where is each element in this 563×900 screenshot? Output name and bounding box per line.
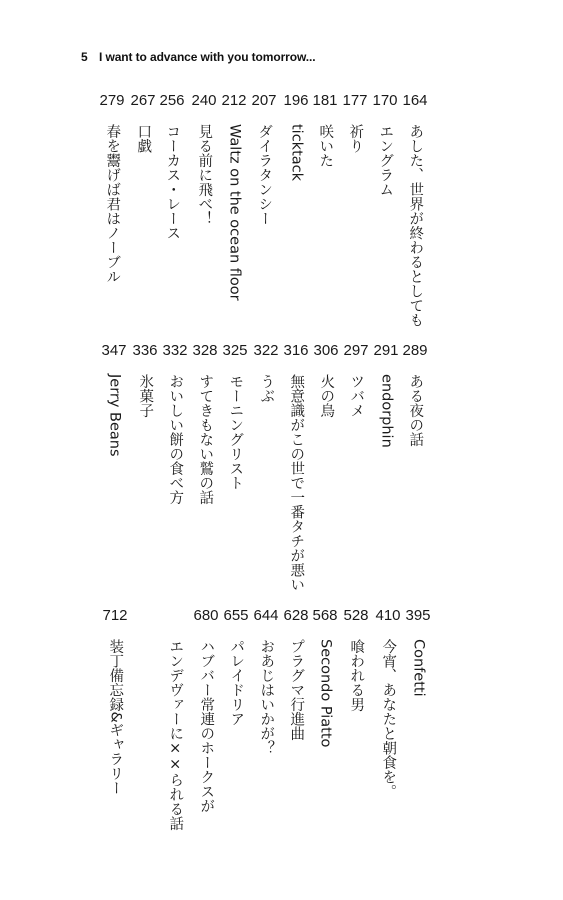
toc-page-number: 170 bbox=[372, 92, 398, 109]
toc-page-number: 568 bbox=[312, 607, 338, 624]
toc-title: 氷菓子 bbox=[137, 374, 154, 418]
toc-page-number: 291 bbox=[373, 342, 399, 359]
toc-page-number: 297 bbox=[343, 342, 369, 359]
toc-row-3 bbox=[0, 607, 563, 837]
toc-title: 装丁備忘録&ギャラリー bbox=[107, 639, 124, 796]
toc-title: あした、世界が終わるとしても bbox=[407, 124, 424, 327]
toc-page-number: 181 bbox=[312, 92, 338, 109]
toc-page-number: 322 bbox=[253, 342, 279, 359]
toc-page-number: 410 bbox=[375, 607, 401, 624]
running-title: I want to advance with you tomorrow... bbox=[99, 50, 316, 64]
toc-page-number: 712 bbox=[102, 607, 128, 624]
toc-page-number: 240 bbox=[191, 92, 217, 109]
page-number: 5 bbox=[81, 50, 88, 64]
toc-page-number: 347 bbox=[101, 342, 127, 359]
toc-title: Jerry Beans bbox=[106, 374, 123, 457]
toc-row-1 bbox=[0, 92, 563, 327]
toc-title: 火の鳥 bbox=[318, 374, 335, 418]
running-header bbox=[81, 50, 315, 64]
toc-title: ある夜の話 bbox=[407, 374, 424, 447]
toc-title: 春を鬻げば君はノーブル bbox=[104, 124, 121, 284]
toc-page-number: 207 bbox=[251, 92, 277, 109]
toc-title: Confetti bbox=[410, 639, 427, 697]
toc-page-number: 395 bbox=[405, 607, 431, 624]
toc-title: すてきもない鷲の話 bbox=[197, 374, 214, 505]
toc-page-number: 306 bbox=[313, 342, 339, 359]
toc-page-number: 289 bbox=[402, 342, 428, 359]
toc-page-number: 196 bbox=[283, 92, 309, 109]
toc-title: うぶ bbox=[258, 374, 275, 403]
toc-title: モーニングリスト bbox=[227, 374, 244, 490]
toc-page-number: 680 bbox=[193, 607, 219, 624]
toc-page-number: 644 bbox=[253, 607, 279, 624]
toc-row-2 bbox=[0, 342, 563, 592]
toc-title: Waltz on the ocean floor bbox=[226, 124, 243, 301]
toc-page-number: 267 bbox=[130, 92, 156, 109]
toc-page-number: 336 bbox=[132, 342, 158, 359]
toc-page-number: 332 bbox=[162, 342, 188, 359]
toc-title: 喰われる男 bbox=[348, 639, 365, 712]
toc-title: プラグマ行進曲 bbox=[288, 639, 305, 741]
toc-page-number: 655 bbox=[223, 607, 249, 624]
toc-page-number: 325 bbox=[222, 342, 248, 359]
toc-title: パレイドリア bbox=[228, 639, 245, 726]
toc-title: ticktack bbox=[288, 124, 305, 182]
toc-title: endorphin bbox=[378, 374, 395, 448]
toc-page-number: 212 bbox=[221, 92, 247, 109]
toc-title: 咲いた bbox=[317, 124, 334, 168]
toc-title: おいしい餅の食べ方 bbox=[167, 374, 184, 505]
toc-page-number: 279 bbox=[99, 92, 125, 109]
toc-page-number: 164 bbox=[402, 92, 428, 109]
toc-title: 今宵、あなたと朝食を。 bbox=[380, 639, 397, 799]
toc-page-number: 177 bbox=[342, 92, 368, 109]
toc-title: 祈り bbox=[347, 124, 364, 153]
toc-title: ダイラタンシー bbox=[256, 124, 273, 226]
toc-title: コーカス・レース bbox=[164, 124, 181, 240]
toc-title: ツバメ bbox=[348, 374, 365, 418]
toc-title: おあじはいかが？ bbox=[258, 639, 275, 755]
toc-title: 口戯 bbox=[135, 124, 152, 153]
toc-title: 無意識がこの世で一番タチが悪い bbox=[288, 374, 305, 592]
toc-title: エングラム bbox=[377, 124, 394, 197]
toc-page-number: 328 bbox=[192, 342, 218, 359]
toc-page-number: 256 bbox=[159, 92, 185, 109]
toc-title: Secondo Piatto bbox=[317, 639, 334, 748]
toc-title: ハブバー常連のホークスが bbox=[198, 639, 215, 813]
toc-title: 見る前に飛べ！ bbox=[196, 124, 213, 226]
toc-page-number: 528 bbox=[343, 607, 369, 624]
toc-page-number: 316 bbox=[283, 342, 309, 359]
toc-page-number: 628 bbox=[283, 607, 309, 624]
toc-title: エンデヴァーに××られる話 bbox=[167, 639, 184, 831]
